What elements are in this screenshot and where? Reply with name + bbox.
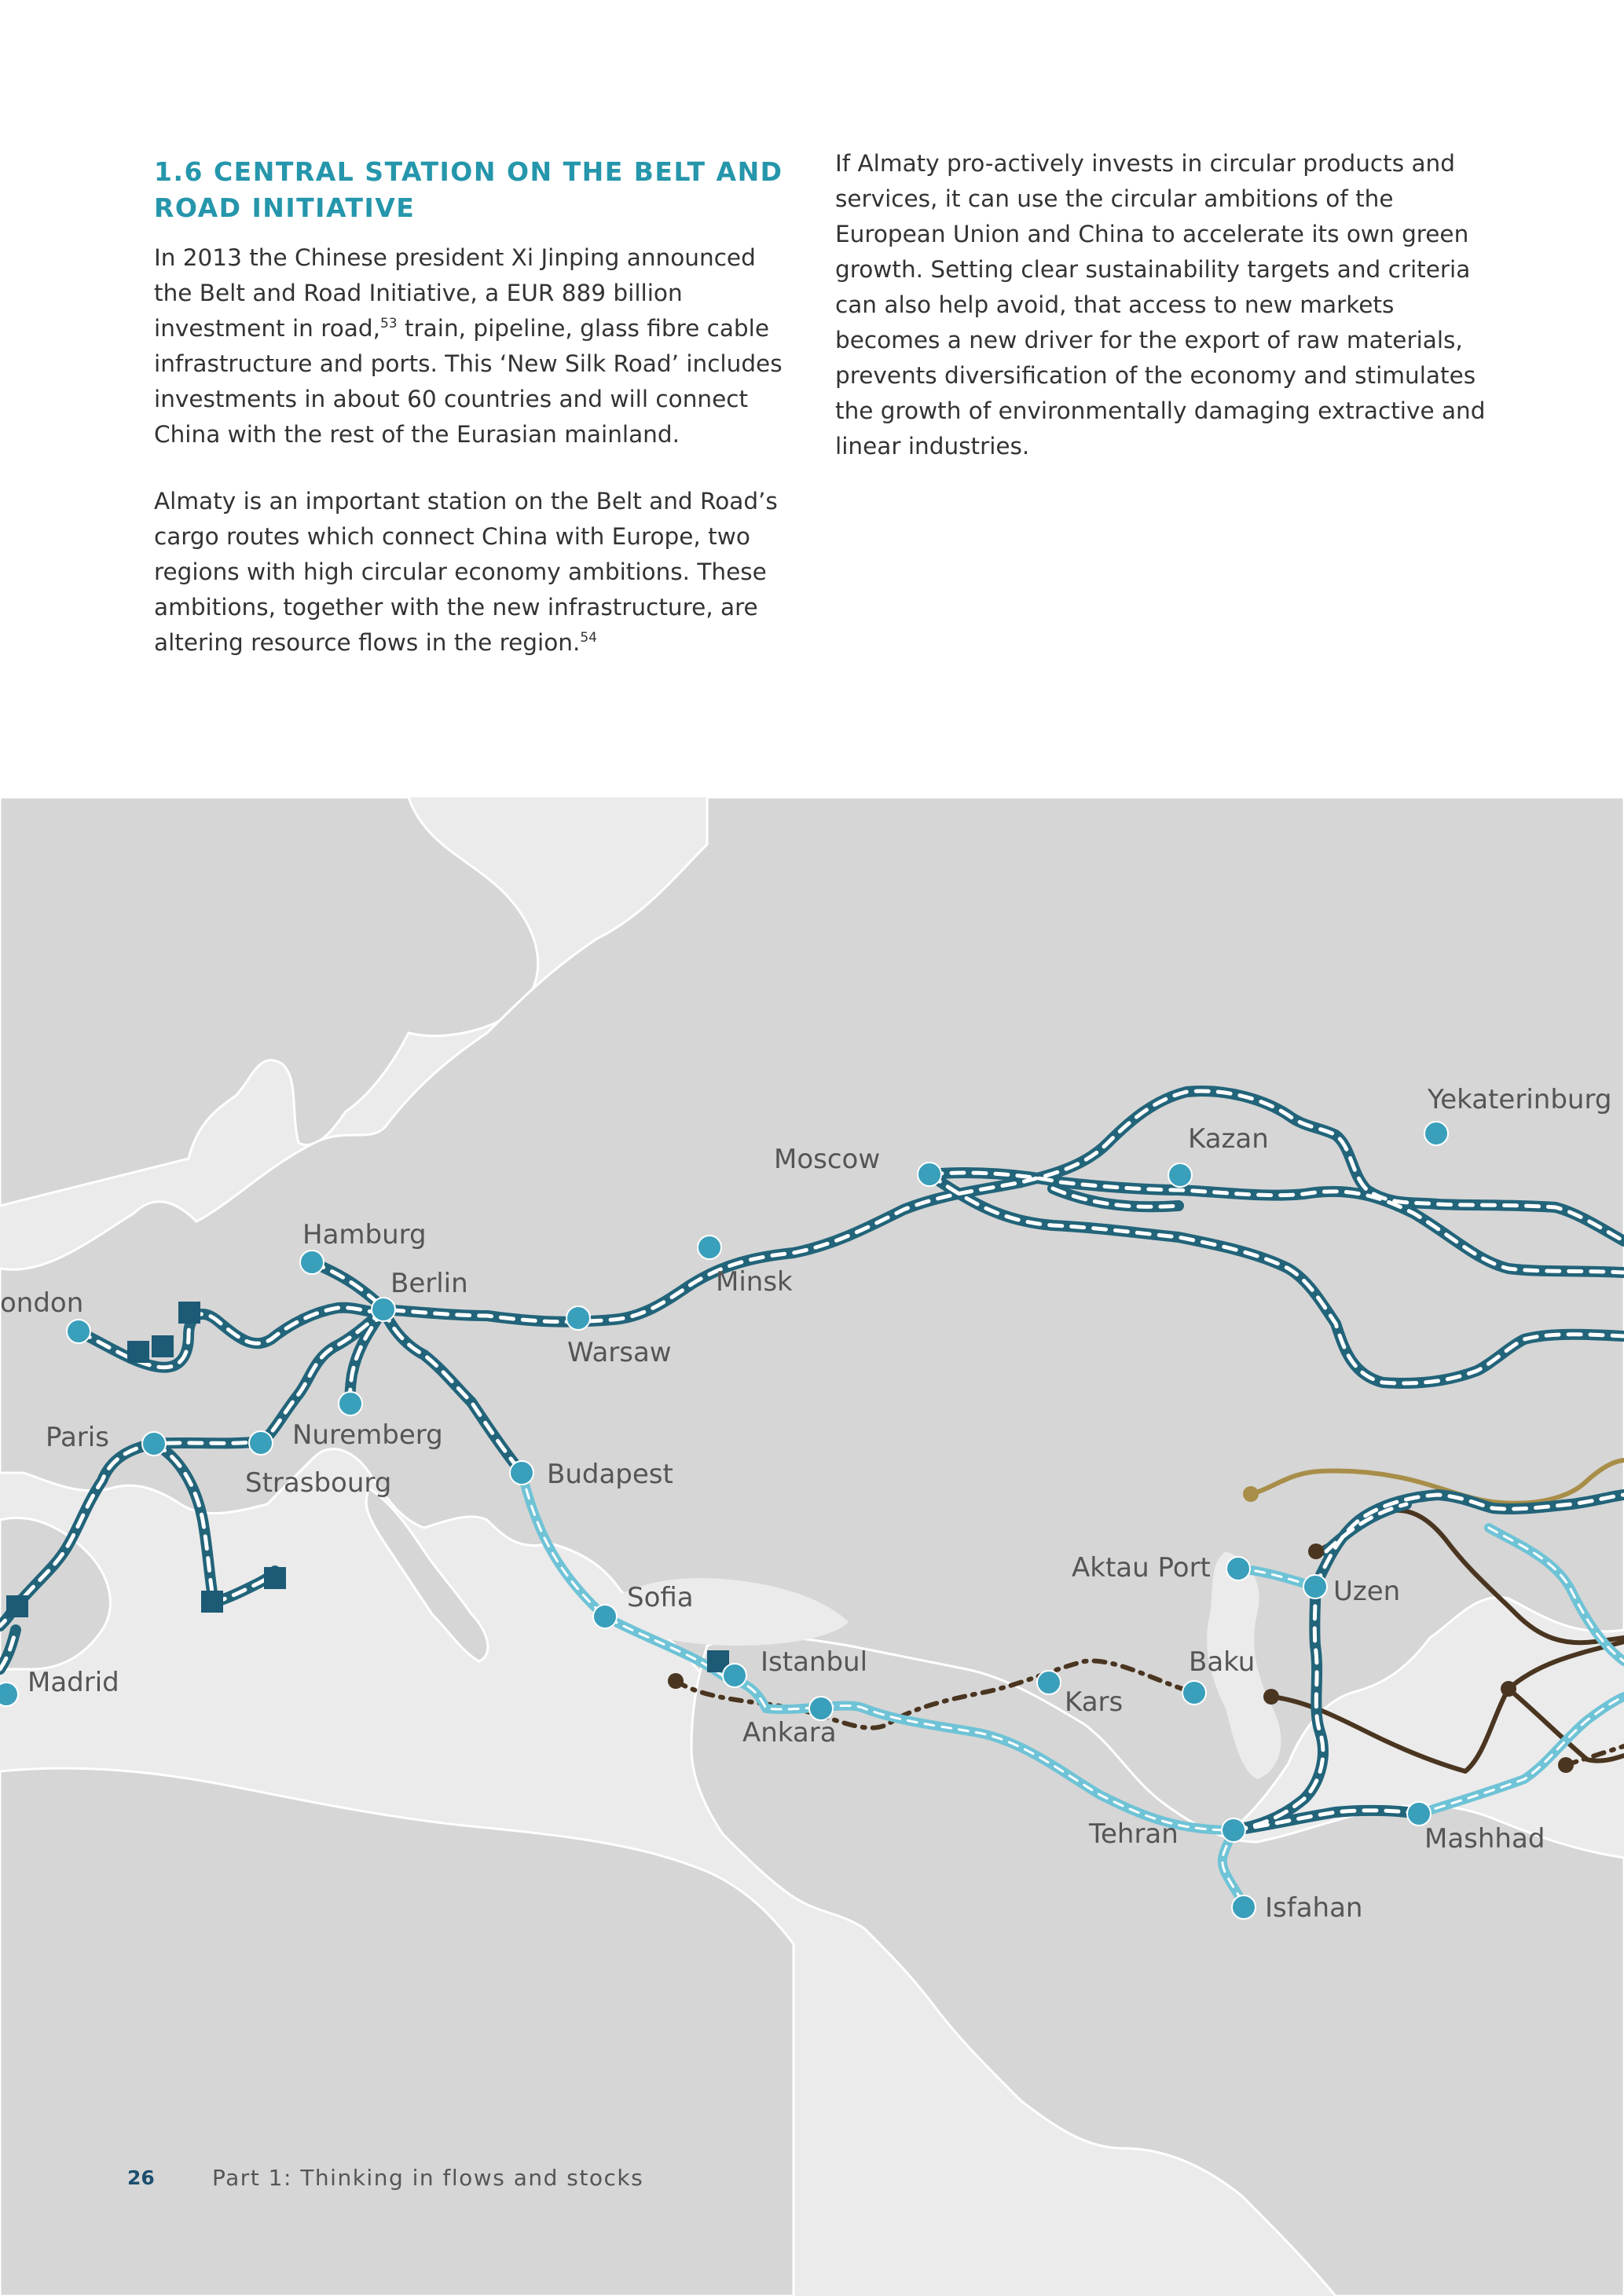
city-label-yekaterinburg: Yekaterinburg xyxy=(1428,1084,1612,1115)
paragraph-circular-investment: If Almaty pro-actively invests in circular products and services, it can use the circular ambitions of the European Union and China to accelerate its own green growth. Setting clear sustainability targets and criteria can also help avoid, that access to new markets becomes a new driver for the export of raw materials, prevents diversification of the economy and stimulates the growth of environmentally damaging extractive and linear industries. xyxy=(835,150,1486,460)
page-number: 26 xyxy=(127,2166,155,2189)
port-marker xyxy=(178,1302,200,1324)
paragraph-text: Almaty is an important station on the Belt and Road’s cargo routes which connect China with Europe, two regions with high circular economy ambitions. These ambitions, together with the new infrastructure, are altering resource flows in the region. xyxy=(154,488,778,656)
station-london[interactable] xyxy=(67,1320,90,1343)
city-label-ankara: Ankara xyxy=(742,1717,837,1749)
port-marker xyxy=(127,1341,149,1363)
city-label-isfahan: Isfahan xyxy=(1265,1892,1363,1924)
city-label-istanbul: Istanbul xyxy=(761,1646,868,1678)
station-warsaw[interactable] xyxy=(566,1306,590,1330)
city-label-kars: Kars xyxy=(1065,1686,1124,1718)
pipeline-endpoint xyxy=(1263,1689,1279,1705)
city-label-sofia: Sofia xyxy=(627,1582,694,1613)
city-label-budapest: Budapest xyxy=(547,1459,673,1490)
pipeline-endpoint xyxy=(668,1673,684,1689)
station-berlin[interactable] xyxy=(372,1298,395,1321)
station-baku[interactable] xyxy=(1182,1681,1206,1705)
city-label-aktau-port: Aktau Port xyxy=(1072,1552,1211,1584)
station-budapest[interactable] xyxy=(510,1461,533,1485)
city-label-strasbourg: Strasbourg xyxy=(245,1467,392,1499)
section-heading: 1.6 CENTRAL STATION ON THE BELT AND ROAD INITIATIVE xyxy=(154,156,783,223)
station-isfahan[interactable] xyxy=(1232,1895,1256,1919)
city-label-london: ondon xyxy=(0,1287,84,1319)
station-strasbourg[interactable] xyxy=(249,1431,273,1455)
city-label-warsaw: Warsaw xyxy=(567,1337,672,1368)
city-label-madrid: Madrid xyxy=(27,1667,119,1698)
port-marker xyxy=(264,1567,286,1589)
station-kazan[interactable] xyxy=(1168,1163,1192,1187)
pipeline-endpoint xyxy=(1501,1681,1516,1697)
pipeline-endpoint xyxy=(1243,1486,1259,1502)
city-label-nuremberg: Nuremberg xyxy=(292,1419,443,1451)
station-moscow[interactable] xyxy=(918,1163,941,1186)
station-madrid[interactable] xyxy=(0,1683,18,1706)
station-aktau-port[interactable] xyxy=(1226,1557,1250,1580)
city-label-hamburg: Hamburg xyxy=(302,1219,427,1251)
paragraph-almaty-station xyxy=(154,484,798,661)
station-paris[interactable] xyxy=(142,1432,166,1456)
station-sofia[interactable] xyxy=(593,1605,617,1628)
city-label-baku: Baku xyxy=(1189,1646,1256,1678)
belt-and-road-map xyxy=(0,797,1624,2296)
paragraph-text: train, pipeline, glass fibre cable infrastructure and ports. This ‘New Silk Road’ includes investments in about 60 countries and will connect China with the rest of the Eurasian mainland. xyxy=(154,315,783,448)
city-label-moscow: Moscow xyxy=(774,1144,881,1175)
footnote-ref-54[interactable]: 54 xyxy=(580,630,597,646)
port-marker xyxy=(6,1595,28,1617)
city-label-tehran: Tehran xyxy=(1089,1818,1179,1850)
footnote-ref-53[interactable]: 53 xyxy=(379,316,398,332)
city-label-kazan: Kazan xyxy=(1188,1123,1269,1155)
station-tehran[interactable] xyxy=(1222,1818,1245,1842)
city-label-paris: Paris xyxy=(46,1422,109,1453)
city-label-mashhad: Mashhad xyxy=(1424,1823,1545,1855)
station-minsk[interactable] xyxy=(698,1236,721,1259)
station-istanbul[interactable] xyxy=(723,1664,746,1687)
station-mashhad[interactable] xyxy=(1407,1802,1431,1825)
pipeline-endpoint xyxy=(1558,1757,1574,1773)
running-footer-title: Part 1: Thinking in flows and stocks xyxy=(212,2165,644,2191)
city-label-uzen: Uzen xyxy=(1333,1576,1401,1607)
station-hamburg[interactable] xyxy=(300,1251,324,1274)
pipeline-endpoint xyxy=(1308,1543,1324,1559)
paragraph-belt-and-road xyxy=(154,240,798,452)
port-marker xyxy=(152,1335,174,1357)
station-kars[interactable] xyxy=(1037,1671,1061,1694)
station-nuremberg[interactable] xyxy=(339,1392,362,1415)
station-uzen[interactable] xyxy=(1303,1575,1327,1598)
port-marker xyxy=(201,1591,223,1613)
city-label-minsk: Minsk xyxy=(716,1266,793,1298)
city-label-berlin: Berlin xyxy=(390,1268,468,1299)
station-yekaterinburg[interactable] xyxy=(1424,1122,1448,1145)
paragraph-text: In 2013 the Chinese president Xi Jinping announced the Belt and Road Initiative, a EUR 889 billion investment in road, xyxy=(154,244,756,342)
